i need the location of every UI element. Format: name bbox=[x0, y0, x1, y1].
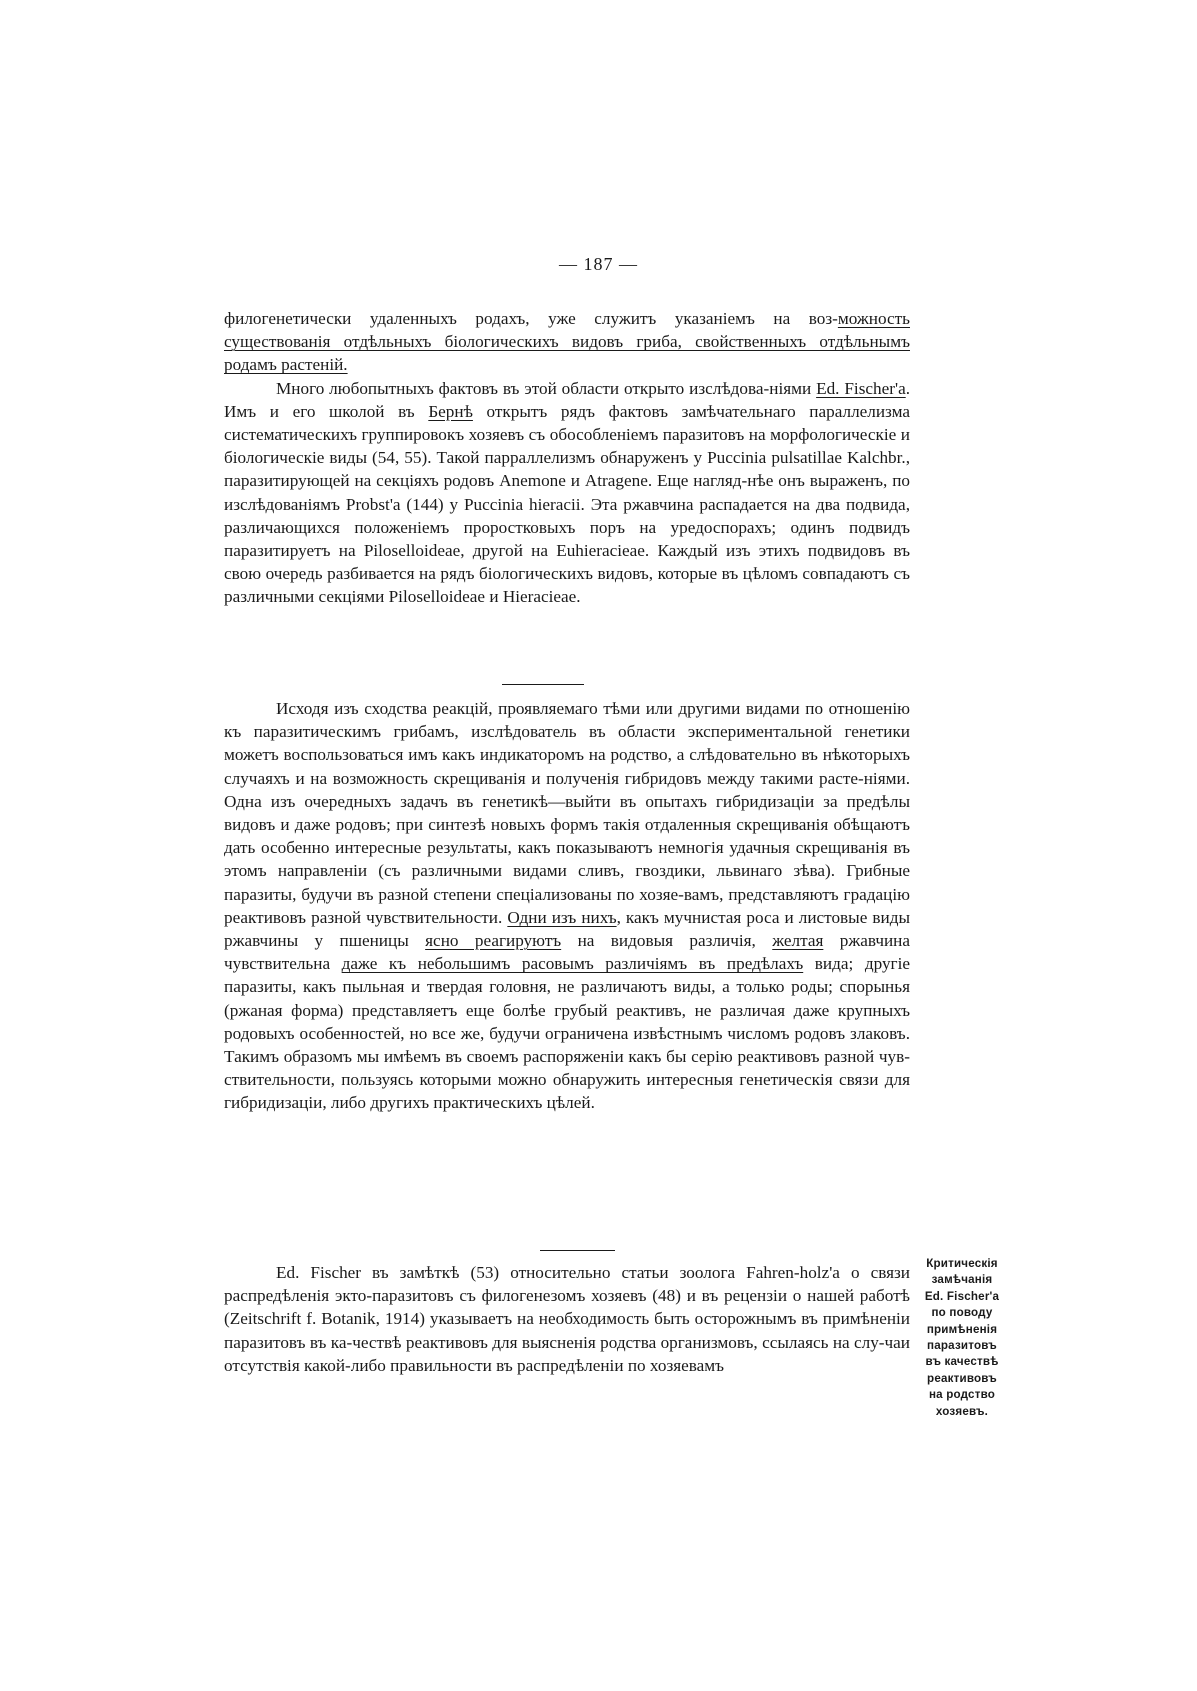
paragraph-2 bbox=[224, 377, 910, 609]
paragraph-3-mid-2: на видовыя различія, bbox=[561, 931, 773, 951]
margin-note-line: на родство bbox=[928, 1388, 996, 1402]
section-divider bbox=[540, 1250, 615, 1251]
margin-note-line: паразитовъ bbox=[927, 1339, 997, 1353]
text-section-3 bbox=[224, 1261, 910, 1377]
paragraph-3-start: Исходя изъ сходства реакцій, проявляемаго тѣми или другими видами по отношенію къ паразитическимъ грибамъ, изслѣдователь въ области экспериментальной генетики можетъ воспользоваться имъ какъ индикаторомъ на родство, а слѣдовательно въ нѣкоторыхъ случаяхъ и на возможность скрещиванія и полученія гибридовъ между такими расте-ніями. Одна изъ очередныхъ задачъ въ генетикѣ—выйти въ опытахъ гибридизаціи за предѣлы видовъ и даже родовъ; при синтезѣ новыхъ формъ такія отдаленныя скрещиванія обѣщаютъ дать особенно интересные результаты, какъ показываютъ немногія удачныя скрещиванія въ этомъ направленіи (съ различными видами сливъ, гвоздики, львинаго зѣва). Грибные паразиты, будучи въ разной степени спеціализованы по хозяе-вамъ, представляютъ градацію реактивовъ разной чувствительности. bbox=[224, 699, 910, 927]
section-divider bbox=[502, 684, 584, 685]
margin-note-line: примѣненія bbox=[926, 1322, 998, 1336]
margin-note-line: замѣчанія bbox=[931, 1273, 993, 1287]
paragraph-2-start: Много любопытныхъ фактовъ въ этой области открыто изслѣдова-ніями bbox=[276, 378, 817, 398]
margin-note bbox=[912, 1256, 1012, 1420]
text-section-2 bbox=[224, 697, 910, 1115]
paragraph-3-mid-1: , какъ мучнистая роса и листовые виды ржавчины у пшеницы bbox=[224, 907, 910, 951]
paragraph-3-underline-2: ясно реагируютъ bbox=[425, 931, 562, 951]
paragraph-2-mid: . Имъ и его школой въ bbox=[224, 378, 910, 421]
paragraph-3 bbox=[224, 697, 910, 1115]
paragraph-1 bbox=[224, 307, 910, 377]
margin-note-line: реактивовъ bbox=[927, 1371, 997, 1385]
paragraph-3-mid-3: ржавчина чувствительна bbox=[224, 931, 910, 974]
margin-note-line: Ed. Fischer'a bbox=[924, 1289, 1000, 1303]
paragraph-3-underline-4: даже къ небольшимъ расовымъ различіямъ въ предѣлахъ bbox=[341, 954, 804, 974]
margin-note-line: Критическія bbox=[926, 1257, 998, 1270]
paragraph-3-underline-1: Одни изъ нихъ bbox=[507, 907, 617, 927]
paragraph-1-text: филогенетически удаленныхъ родахъ, уже служитъ указаніемъ на воз- bbox=[224, 309, 838, 328]
text-section-1 bbox=[224, 307, 910, 609]
paragraph-1-underlined: можность существованія отдѣльныхъ біологическихъ видовъ гриба, свойственныхъ отдѣльнымъ родамъ растеній. bbox=[224, 309, 910, 375]
paragraph-3-underline-3: желтая bbox=[772, 931, 824, 951]
paragraph-4: Ed. Fischer въ замѣткѣ (53) относительно статьи зоолога Fahren-holz'a о связи распредѣленія экто-паразитовъ съ филогенезомъ хозяевъ (48) и въ рецензіи о нашей работѣ (Zeitschrift f. Botanik, 1914) указываетъ на необходимость быть осторожнымъ въ примѣненіи паразитовъ въ ка-чествѣ реактивовъ для выясненія родства организмовъ, ссылаясь на слу-чаи отсутствія какой-либо правильности въ распредѣленіи по хозяевамъ bbox=[224, 1263, 910, 1375]
paragraph-2-end: открытъ рядъ фактовъ замѣчательнаго параллелизма систематическихъ группировокъ хозяевъ съ обособленіемъ паразитовъ на морфологическіе и біологическіе виды (54, 55). Такой парраллелизмъ обнаруженъ у Puccinia pulsatillae Kalchbr., паразитирующей на секціяхъ родовъ Anemone и Atragene. Еще нагляд-нѣе онъ выраженъ, по изслѣдованіямъ Probst'a (144) у Puccinia hieracii. Эта ржавчина распадается на два подвида, различающихся положеніемъ проростковыхъ поръ на уредоспорахъ; одинъ подвидъ паразитируетъ на Pilosellоideae, другой на Euhieracieae. Каждый изъ этихъ подвидовъ въ свою очередь разбивается на рядъ біологическихъ видовъ, которые въ цѣломъ совпадаютъ съ различными секціями Pilosellоideae и Hieracieae. bbox=[224, 401, 910, 607]
paragraph-2-author-name: Ed. Fischer'a bbox=[816, 378, 906, 398]
margin-note-line: хозяевъ. bbox=[935, 1404, 989, 1418]
paragraph-2-place: Бернѣ bbox=[428, 401, 473, 421]
paragraph-3-end: вида; другіе паразиты, какъ пыльная и твердая головня, не различаютъ виды, а только роды; спорынья (ржаная форма) представляетъ еще болѣе грубый реактивъ, не различая даже крупныхъ родовыхъ особенностей, но все же, будучи ограничена извѣстнымъ числомъ родовъ злаковъ. Такимъ образомъ мы имѣемъ въ своемъ распоряженіи какъ бы серію реактивовъ разной чув-ствительности, пользуясь которыми можно обнаружить интересныя генетическія связи для гибридизаціи, либо другихъ практическихъ цѣлей. bbox=[224, 954, 910, 1113]
margin-note-line: въ качествѣ bbox=[925, 1355, 999, 1369]
margin-note-line: по поводу bbox=[931, 1306, 993, 1320]
page-number: — 187 — bbox=[559, 254, 638, 274]
